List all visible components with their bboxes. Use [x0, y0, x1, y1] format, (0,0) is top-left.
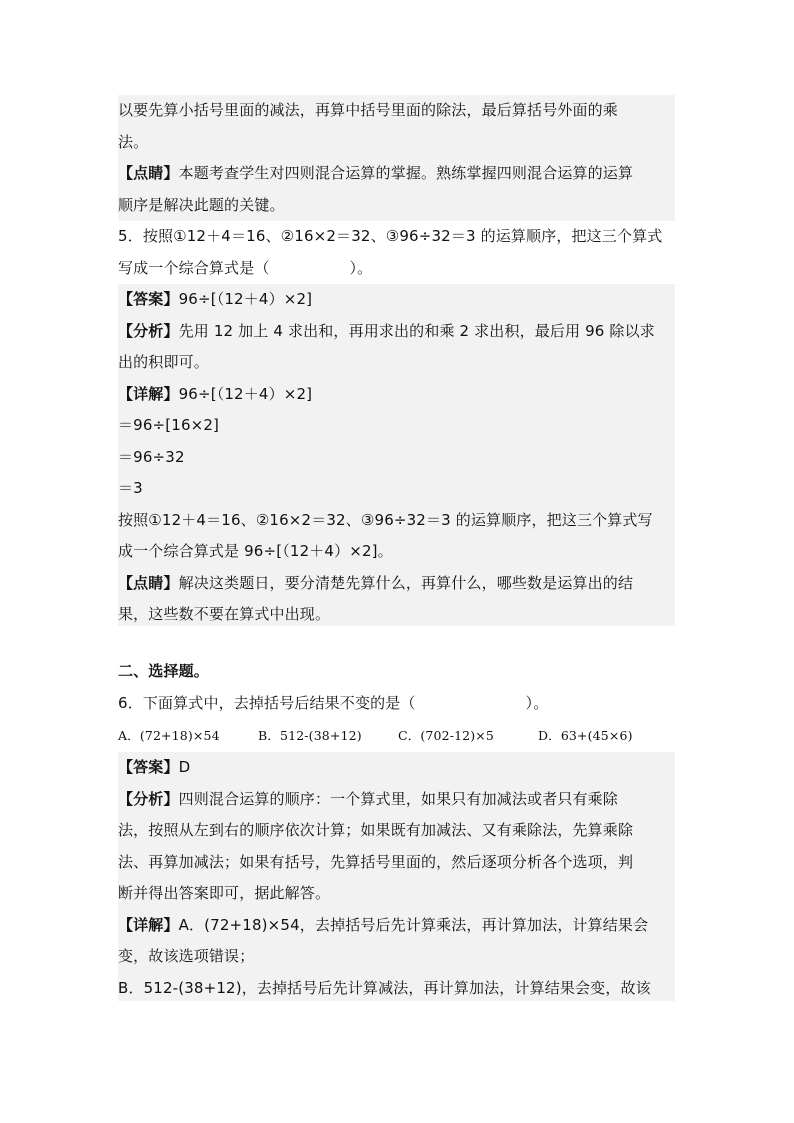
dianjing-tag: 【点睛】 — [118, 573, 179, 592]
q6-analysis-line-2: 法，按照从左到右的顺序依次计算；如果既有加减法、又有乘除法，先算乘除 — [118, 821, 634, 839]
q5-detail-line-1 — [118, 379, 675, 411]
q6-stem-end: ）。 — [525, 694, 549, 712]
answer-text: D — [178, 758, 191, 776]
q5-stem-line-1: 5．按照①12＋4＝16、②16×2＝32、③96÷32＝3 的运算顺序，把这三个算式 — [118, 227, 663, 245]
question-6-stem — [118, 688, 675, 751]
analysis-text: 四则混合运算的顺序：一个算式里，如果只有加减法或者只有乘除 — [178, 789, 618, 808]
q6-answer-line — [118, 752, 675, 784]
q5-detail-line-4: ＝3 — [118, 479, 143, 497]
section-heading-block — [118, 656, 675, 688]
question-5-stem — [118, 221, 675, 284]
prev-explanation-line-2: 法。 — [118, 132, 149, 151]
q5-stem-line-2 — [118, 253, 675, 285]
option-d: D．63+(45×6) — [538, 727, 633, 743]
analysis-text: 先用 12 加上 4 求出和，再用求出的和乘 2 求出积，最后用 96 除以求 — [178, 321, 655, 340]
answer-text: 96÷[（12＋4）×2] — [178, 290, 313, 308]
q6-stem-text: 6．下面算式中，去掉括号后结果不变的是（ — [118, 694, 416, 712]
section-title: 二、选择题。 — [118, 662, 209, 680]
q5-analysis-line-2: 出的积即可。 — [118, 353, 209, 371]
detail-tag: 【详解】 — [118, 915, 179, 934]
q5-detail-line-6: 成一个综合算式是 96÷[（12＋4）×2]。 — [118, 542, 393, 560]
q5-detail-line-2: ＝96÷[16×2] — [118, 416, 220, 434]
prev-dianjing-line-2: 顺序是解决此题的关键。 — [118, 195, 285, 214]
option-c: C．(702-12)×5 — [398, 727, 495, 743]
q6-analysis-line-1 — [118, 784, 675, 816]
q6-detail-line-2: 变，故该选项错误； — [118, 947, 255, 965]
q6-analysis-line-3: 法、再算加减法；如果有括号，先算括号里面的，然后逐项分析各个选项，判 — [118, 852, 634, 871]
q5-dianjing-line-2: 果，这些数不要在算式中出现。 — [118, 605, 331, 623]
prev-explanation-block — [118, 95, 675, 221]
option-a: A．(72+18)×54 — [118, 727, 220, 743]
q5-analysis-line-1 — [118, 316, 675, 348]
analysis-tag: 【分析】 — [118, 321, 179, 340]
detail-text: A．(72+18)×54，去掉括号后先计算乘法，再计算加法，计算结果会 — [178, 915, 649, 934]
q5-stem-text: 写成一个综合算式是（ — [118, 258, 270, 277]
dianjing-text: 本题考查学生对四则混合运算的掌握。熟练掌握四则混合运算的运算 — [178, 164, 634, 182]
detail-tag: 【详解】 — [118, 384, 179, 403]
answer-tag: 【答案】 — [118, 758, 179, 776]
prev-dianjing-line-1 — [118, 158, 675, 190]
analysis-tag: 【分析】 — [118, 789, 179, 808]
prev-explanation-line-1: 以要先算小括号里面的减法，再算中括号里面的除法，最后算括号外面的乘 — [118, 101, 618, 119]
question-5-solution — [118, 284, 675, 626]
q5-stem-end: ）。 — [349, 258, 373, 277]
q5-answer-line — [118, 284, 675, 316]
q6-analysis-line-4: 断并得出答案即可，据此解答。 — [118, 884, 331, 902]
dianjing-text: 解决这类题日，要分清楚先算什么，再算什么，哪些数是运算出的结 — [178, 573, 634, 592]
q5-detail-line-3: ＝96÷32 — [118, 447, 185, 466]
q5-dianjing-line-1 — [118, 568, 675, 600]
dianjing-tag: 【点睛】 — [118, 164, 179, 182]
answer-tag: 【答案】 — [118, 290, 179, 308]
question-6-solution — [118, 752, 675, 1001]
option-b: B．512-(38+12) — [258, 727, 362, 743]
q5-detail-line-5: 按照①12＋4＝16、②16×2＝32、③96÷32＝3 的运算顺序，把这三个算式写 — [118, 510, 653, 529]
q6-stem-line — [118, 688, 675, 720]
q6-options — [118, 720, 675, 752]
detail-text: 96÷[（12＋4）×2] — [178, 384, 313, 403]
q6-detail-line-3: B．512-(38+12)，去掉括号后先计算减法，再计算加法，计算结果会变，故该 — [118, 978, 651, 997]
q6-detail-line-1 — [118, 910, 675, 942]
